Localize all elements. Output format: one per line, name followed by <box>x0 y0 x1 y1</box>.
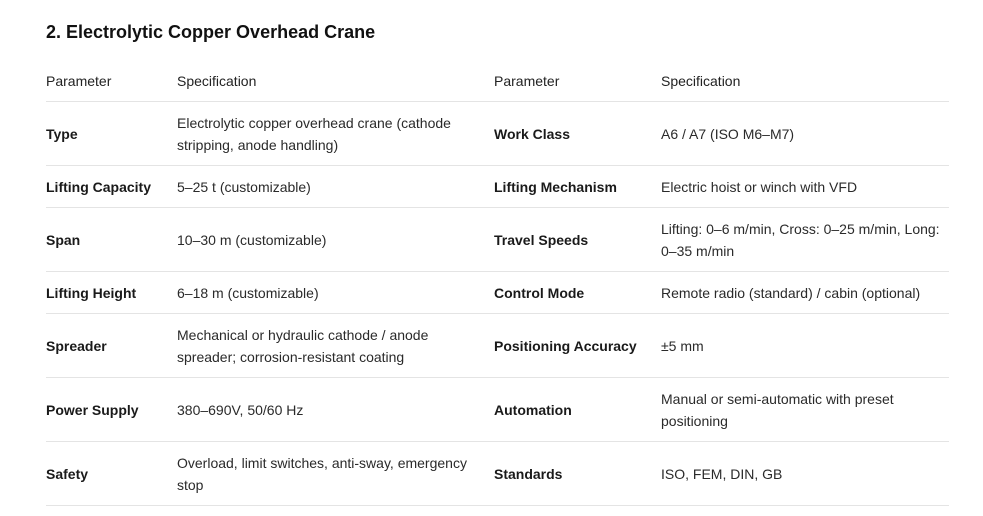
section-title: 2. Electrolytic Copper Overhead Crane <box>46 22 376 42</box>
spec-cell: Remote radio (standard) / cabin (optional) <box>661 272 949 314</box>
header-parameter: Parameter <box>494 61 661 102</box>
param-cell: Lifting Mechanism <box>494 166 661 208</box>
param-cell: Lifting Height <box>46 272 177 314</box>
param-cell: Safety <box>46 442 177 506</box>
spec-cell: 6–18 m (customizable) <box>177 272 494 314</box>
param-cell: Work Class <box>494 102 661 166</box>
spec-cell: Manual or semi-automatic with preset positioning <box>661 378 949 442</box>
param-cell: Control Mode <box>494 272 661 314</box>
header-specification: Specification <box>177 61 494 102</box>
table-row <box>46 102 949 166</box>
param-cell: Travel Speeds <box>494 208 661 272</box>
spec-cell: Overload, limit switches, anti-sway, emergency stop <box>177 442 494 506</box>
param-cell: Automation <box>494 378 661 442</box>
param-cell: Type <box>46 102 177 166</box>
spec-cell: Mechanical or hydraulic cathode / anode spreader; corrosion-resistant coating <box>177 314 494 378</box>
spec-cell: Electrolytic copper overhead crane (cathode stripping, anode handling) <box>177 102 494 166</box>
table-row <box>46 314 949 378</box>
spec-cell: A6 / A7 (ISO M6–M7) <box>661 102 949 166</box>
spec-table <box>46 61 949 506</box>
header-parameter: Parameter <box>46 61 177 102</box>
spec-cell: 380–690V, 50/60 Hz <box>177 378 494 442</box>
table-row <box>46 378 949 442</box>
table-row <box>46 208 949 272</box>
param-cell: Power Supply <box>46 378 177 442</box>
spec-cell: ±5 mm <box>661 314 949 378</box>
spec-cell: ISO, FEM, DIN, GB <box>661 442 949 506</box>
param-cell: Standards <box>494 442 661 506</box>
header-specification: Specification <box>661 61 949 102</box>
table-row <box>46 272 949 314</box>
param-cell: Lifting Capacity <box>46 166 177 208</box>
param-cell: Span <box>46 208 177 272</box>
spec-cell: 10–30 m (customizable) <box>177 208 494 272</box>
spec-cell: Lifting: 0–6 m/min, Cross: 0–25 m/min, Long: 0–35 m/min <box>661 208 949 272</box>
param-cell: Spreader <box>46 314 177 378</box>
table-row <box>46 442 949 506</box>
table-row <box>46 166 949 208</box>
spec-cell: Electric hoist or winch with VFD <box>661 166 949 208</box>
param-cell: Positioning Accuracy <box>494 314 661 378</box>
table-header-row <box>46 61 949 102</box>
spec-cell: 5–25 t (customizable) <box>177 166 494 208</box>
